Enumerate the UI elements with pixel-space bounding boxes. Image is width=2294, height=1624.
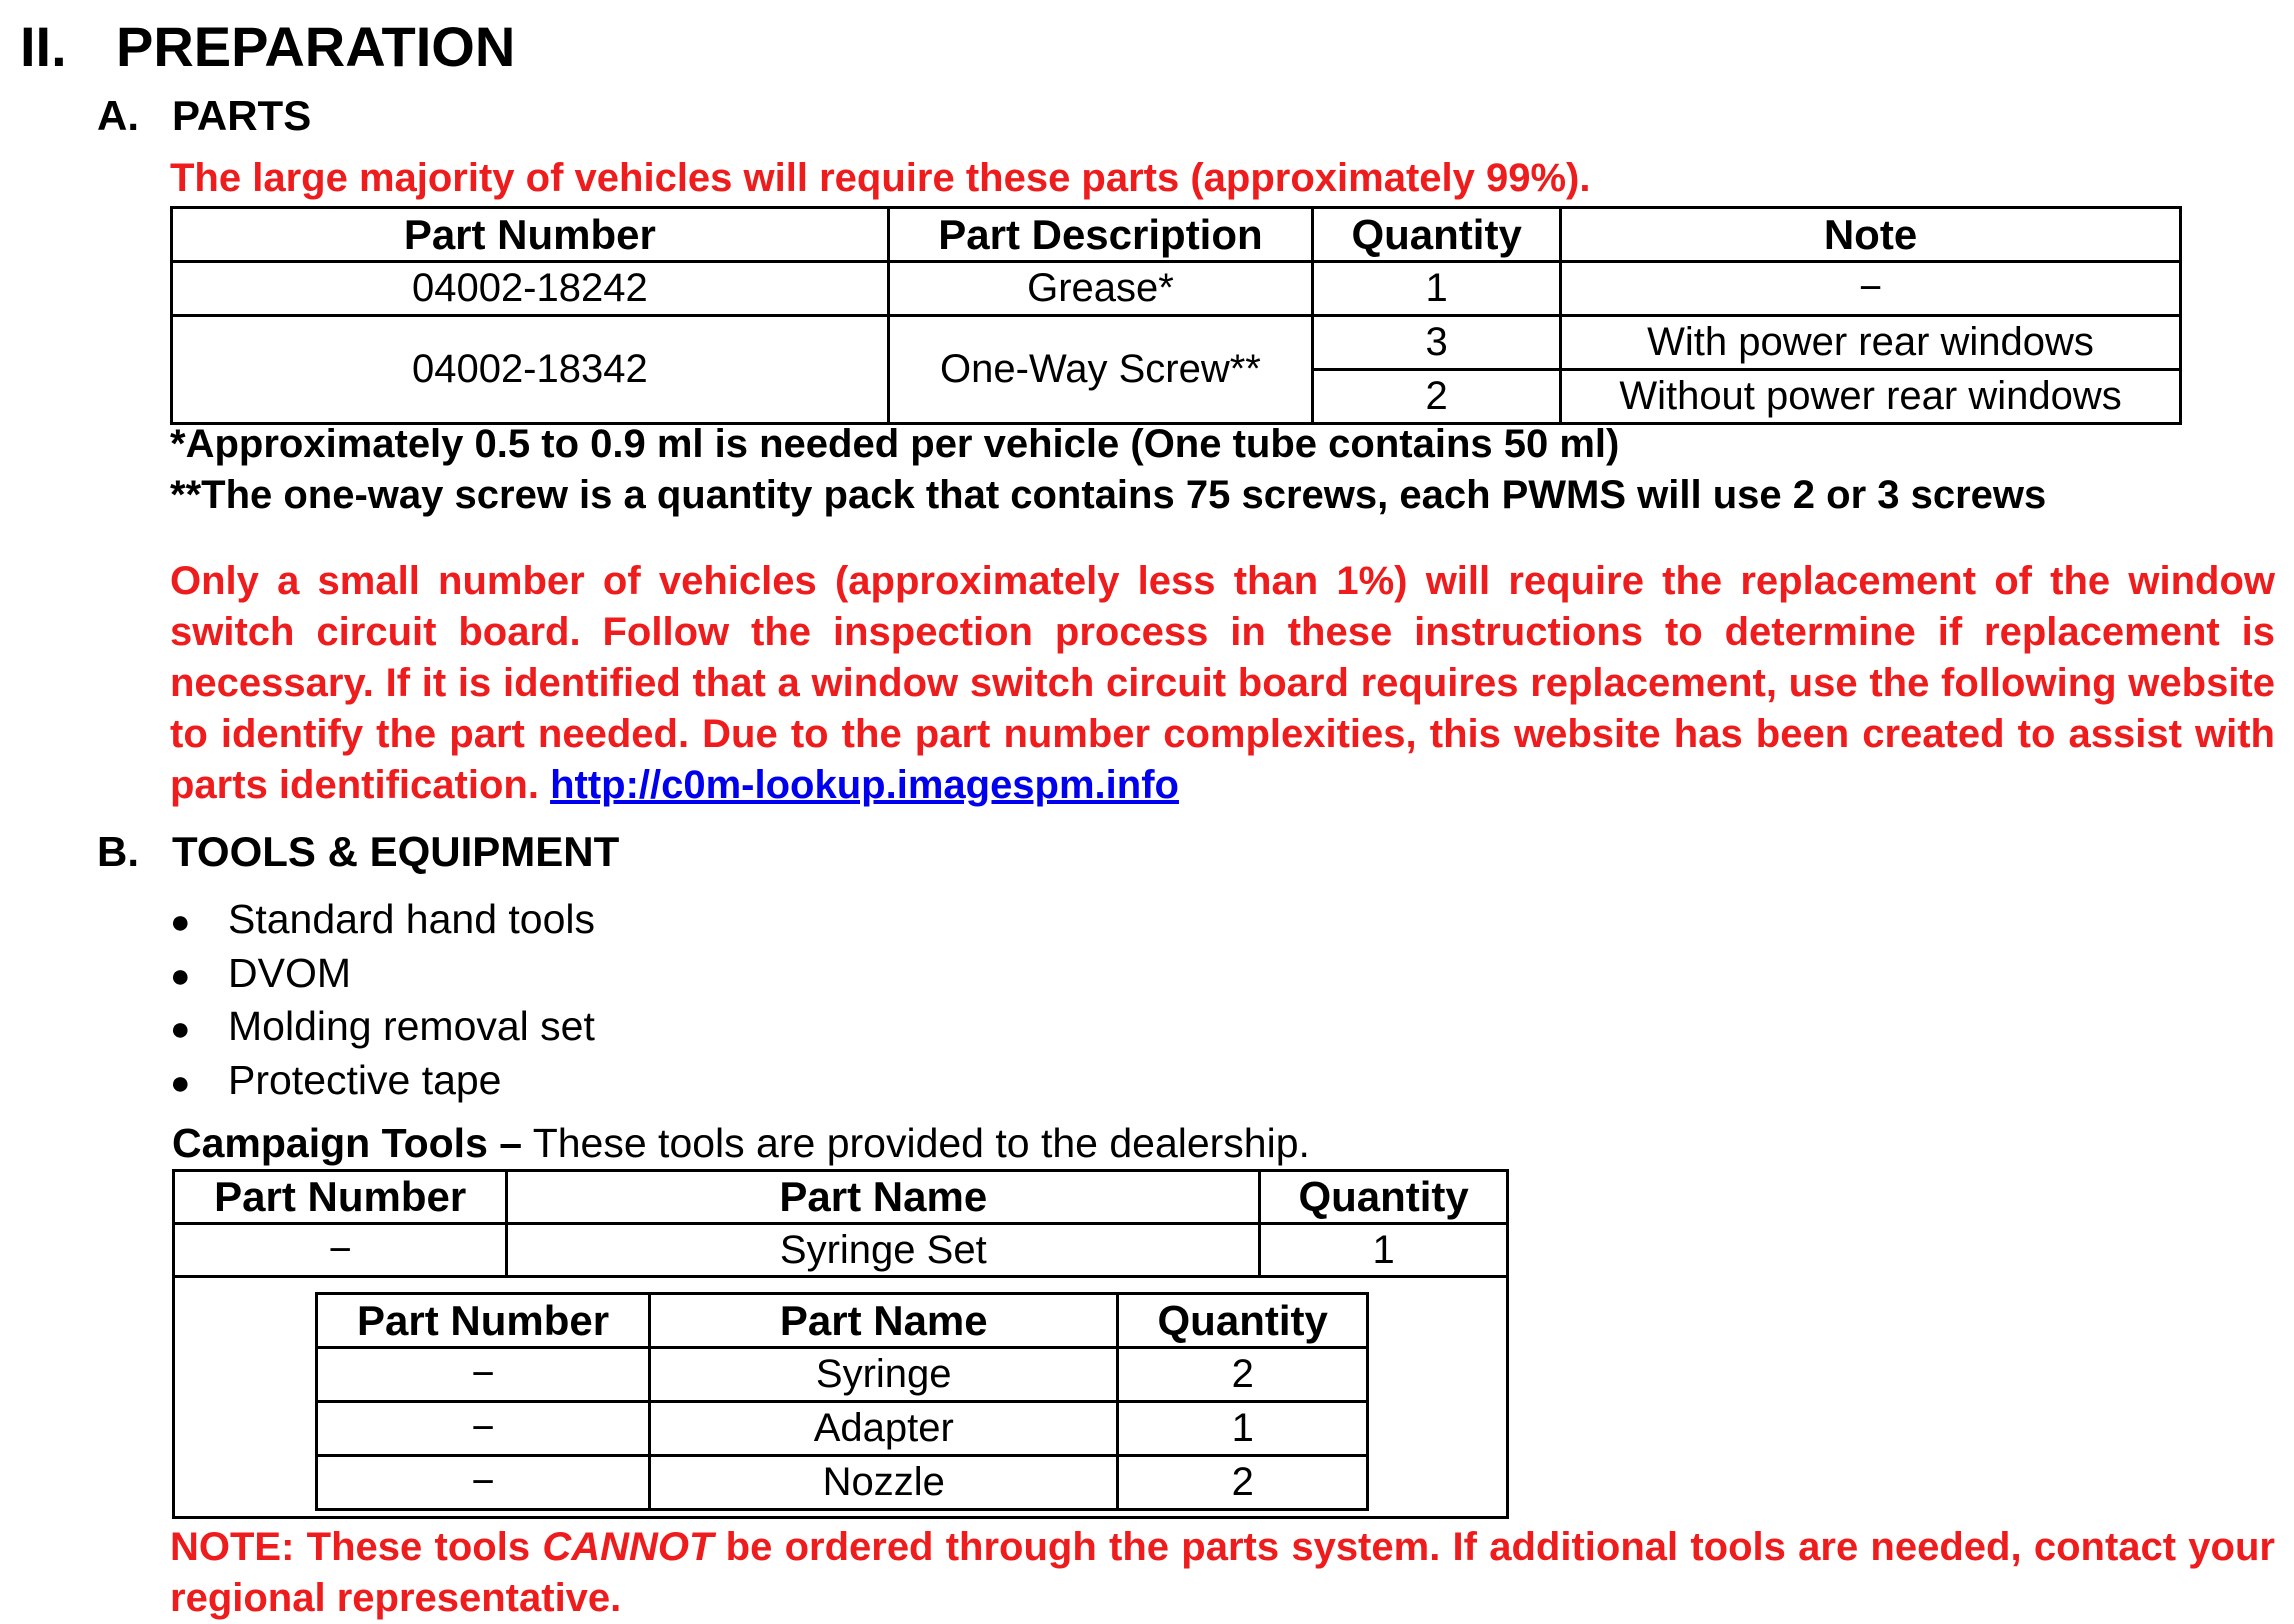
minority-paragraph [170,556,2275,811]
tools-note [170,1522,2287,1624]
minority-paragraph-text: Only a small number of vehicles (approximately less than 1%) will require the replacement of the window switch circuit board. Follow the inspection process in these instructions to determine if replacement is necessary. If it is identified that a window switch circuit board requires replacement, use the following website to identify the part needed. Due to the part number complexities, this website has been created to assist with parts identification. [170,559,2275,807]
header-quantity: Quantity [1313,208,1561,262]
note-suffix: be ordered through the parts system. If additional tools are needed, contact your regional representative. [170,1525,2287,1620]
syringe-set-table [315,1292,1369,1511]
table-row [172,316,2181,370]
quantity-cell: 1 [1260,1224,1508,1277]
parts-lookup-link[interactable]: http://c0m-lookup.imagespm.info [550,763,1179,807]
bullet-icon: ● [170,1010,191,1048]
parts-heading [97,92,311,140]
note-cell: − [1561,262,2181,316]
part-name-cell: Syringe [650,1348,1118,1402]
tool-item-label: Standard hand tools [228,896,595,942]
note-prefix: NOTE: These tools [170,1525,543,1569]
list-item [170,947,595,1001]
part-number-cell: 04002-18242 [172,262,889,316]
header-quantity: Quantity [1118,1294,1368,1348]
note-emphasis: CANNOT [542,1525,714,1569]
parts-letter: A. [97,92,139,139]
section-number: II. [20,15,67,78]
tool-item-label: DVOM [228,949,351,996]
header-part-number: Part Number [317,1294,650,1348]
quantity-cell: 2 [1118,1348,1368,1402]
bullet-icon: ● [170,1063,191,1102]
parts-table-header [172,208,2181,262]
tool-list [170,893,595,1107]
part-number-cell: − [317,1348,650,1402]
campaign-tools-intro [172,1120,1310,1167]
quantity-cell: 3 [1313,316,1561,370]
campaign-table-header [174,1171,1508,1224]
part-number-cell: 04002-18342 [172,316,889,424]
campaign-tools-box [172,1169,1509,1519]
header-part-name: Part Name [507,1171,1260,1224]
bullet-icon: ● [170,956,191,995]
footnote-screw: **The one-way screw is a quantity pack that contains 75 screws, each PWMS will use 2 or 3 screws [170,473,2047,517]
campaign-tools-label: Campaign Tools – [172,1120,523,1166]
part-name-cell: Adapter [650,1402,1118,1456]
note-cell: With power rear windows [1561,316,2181,370]
tools-letter: B. [97,828,139,875]
header-part-name: Part Name [650,1294,1118,1348]
tool-item-label: Molding removal set [228,1003,595,1049]
note-cell: Without power rear windows [1561,370,2181,424]
list-item [170,1000,595,1054]
header-note: Note [1561,208,2181,262]
description-cell: Grease* [888,262,1313,316]
part-name-cell: Syringe Set [507,1224,1260,1277]
parts-table [170,206,2182,425]
majority-note: The large majority of vehicles will require these parts (approximately 99%). [170,156,1591,200]
section-title-text: PREPARATION [116,15,516,78]
table-row [172,262,2181,316]
footnote-grease: *Approximately 0.5 to 0.9 ml is needed per vehicle (One tube contains 50 ml) [170,422,1620,466]
list-item [170,893,595,947]
quantity-cell: 1 [1313,262,1561,316]
tool-item-label: Protective tape [228,1056,502,1103]
tools-heading-text: TOOLS & EQUIPMENT [172,828,620,875]
quantity-cell: 2 [1118,1456,1368,1510]
part-number-cell: − [317,1402,650,1456]
table-row [317,1348,1368,1402]
tools-heading [97,828,619,876]
list-item [170,1054,595,1108]
header-part-number: Part Number [172,208,889,262]
bullet-icon: ● [170,903,191,941]
part-name-cell: Nozzle [650,1456,1118,1510]
campaign-tools-text: These tools are provided to the dealership. [522,1120,1310,1166]
header-part-description: Part Description [888,208,1313,262]
section-title [20,14,515,79]
header-quantity: Quantity [1260,1171,1508,1224]
quantity-cell: 1 [1118,1402,1368,1456]
header-part-number: Part Number [174,1171,507,1224]
part-number-cell: − [174,1224,507,1277]
part-number-cell: − [317,1456,650,1510]
table-row [317,1456,1368,1510]
quantity-cell: 2 [1313,370,1561,424]
table-row [174,1224,1508,1277]
parts-heading-text: PARTS [172,92,312,139]
syringe-table-header [317,1294,1368,1348]
description-cell: One-Way Screw** [888,316,1313,424]
table-row [317,1402,1368,1456]
campaign-tools-table [172,1169,1509,1278]
